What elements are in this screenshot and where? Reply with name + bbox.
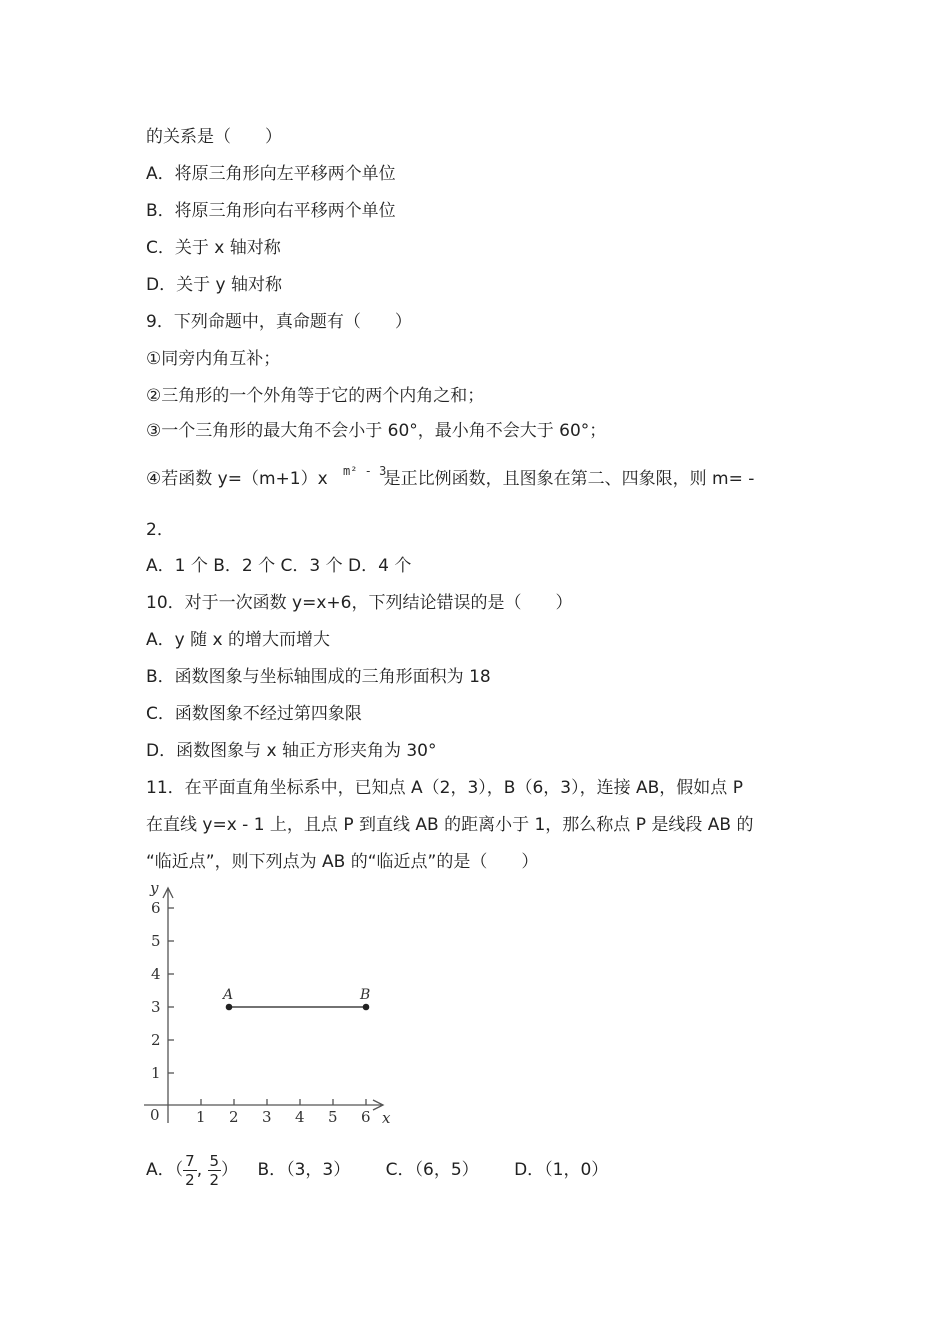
fraction-numerator: 7: [185, 1151, 195, 1170]
fraction-seven-halves: [183, 1152, 197, 1189]
q11-option-a: [146, 1150, 238, 1190]
q9-statement-1: ①同旁内角互补；: [146, 349, 281, 369]
q8-option-c: C．关于 x 轴对称: [146, 238, 281, 258]
x-tick-label: 1: [196, 1108, 206, 1126]
fraction-separator: ,: [196, 1160, 203, 1180]
y-axis-label: y: [150, 879, 159, 897]
q10-option-d: D．函数图象与 x 轴正方形夹角为 30°: [146, 741, 437, 761]
y-tick-label: 6: [151, 899, 161, 917]
x-tick-label: 3: [262, 1108, 272, 1126]
q8-option-a: A．将原三角形向左平移两个单位: [146, 164, 396, 184]
q8-option-b: B．将原三角形向右平移两个单位: [146, 201, 396, 221]
x-tick-label: 5: [328, 1108, 338, 1126]
q11-option-b: B．（3，3）: [257, 1160, 351, 1180]
q8-stem-tail: 的关系是（ ）: [146, 127, 282, 147]
option-a-prefix: A．（: [146, 1160, 184, 1180]
q11-option-d: D．（1，0）: [514, 1160, 609, 1180]
q9-stem: 9．下列命题中，真命题有（ ）: [146, 312, 412, 332]
q10-stem: 10．对于一次函数 y=x+6，下列结论错误的是（ ）: [146, 593, 573, 613]
q9-statement-4-cont: 2．: [146, 520, 174, 540]
q9-statement-4-part-a: ④若函数 y=（m+1）x: [146, 469, 328, 489]
q11-options: [146, 1150, 608, 1190]
fraction-numerator: 5: [209, 1151, 220, 1170]
q11-stem-line-1: 11．在平面直角坐标系中，已知点 A（2，3），B（6，3），连接 AB，假如点 P: [146, 778, 743, 798]
point-b-label: B: [360, 987, 371, 1003]
x-axis-label: x: [382, 1109, 391, 1127]
q10-option-b: B．函数图象与坐标轴围成的三角形面积为 18: [146, 667, 491, 687]
y-tick-label: 5: [151, 932, 161, 950]
q11-stem-line-3: “临近点”，则下列点为 AB 的“临近点”的是（ ）: [146, 852, 539, 872]
option-a-suffix: ）: [221, 1160, 239, 1180]
y-tick-label: 1: [151, 1064, 161, 1082]
fraction-denominator: 2: [185, 1170, 195, 1189]
q9-statement-2: ②三角形的一个外角等于它的两个内角之和；: [146, 386, 485, 406]
q9-statement-4-part-b: 是正比例函数，且图象在第二、四象限，则 m= -: [383, 469, 755, 489]
point-a-label: A: [223, 987, 234, 1003]
x-tick-label: 2: [229, 1108, 239, 1126]
y-tick-label: 2: [151, 1031, 161, 1049]
q9-exponent: m² - 3: [343, 464, 387, 478]
y-tick-label: 3: [151, 998, 161, 1016]
q10-option-c: C．函数图象不经过第四象限: [146, 704, 362, 724]
origin-label: 0: [150, 1106, 160, 1124]
x-tick-label: 4: [295, 1108, 305, 1126]
fraction-denominator: 2: [209, 1170, 220, 1189]
q11-stem-line-2: 在直线 y=x - 1 上，且点 P 到直线 AB 的距离小于 1，那么称点 P 是线段 AB 的: [146, 815, 754, 835]
q8-option-d: D．关于 y 轴对称: [146, 275, 282, 295]
fraction-five-halves: [208, 1152, 222, 1189]
point-a: [226, 1004, 233, 1011]
y-tick-label: 4: [151, 965, 161, 983]
q10-option-a: A．y 随 x 的增大而增大: [146, 630, 330, 650]
q9-statement-3: ③一个三角形的最大角不会小于 60°，最小角不会大于 60°；: [146, 421, 607, 441]
point-b: [363, 1004, 370, 1011]
coordinate-figure: [140, 876, 410, 1136]
q11-option-c: C．（6，5）: [385, 1160, 479, 1180]
q9-options: A．1 个 B．2 个 C．3 个 D．4 个: [146, 556, 412, 576]
q9-statement-4: [146, 468, 754, 490]
x-tick-label: 6: [361, 1108, 371, 1126]
